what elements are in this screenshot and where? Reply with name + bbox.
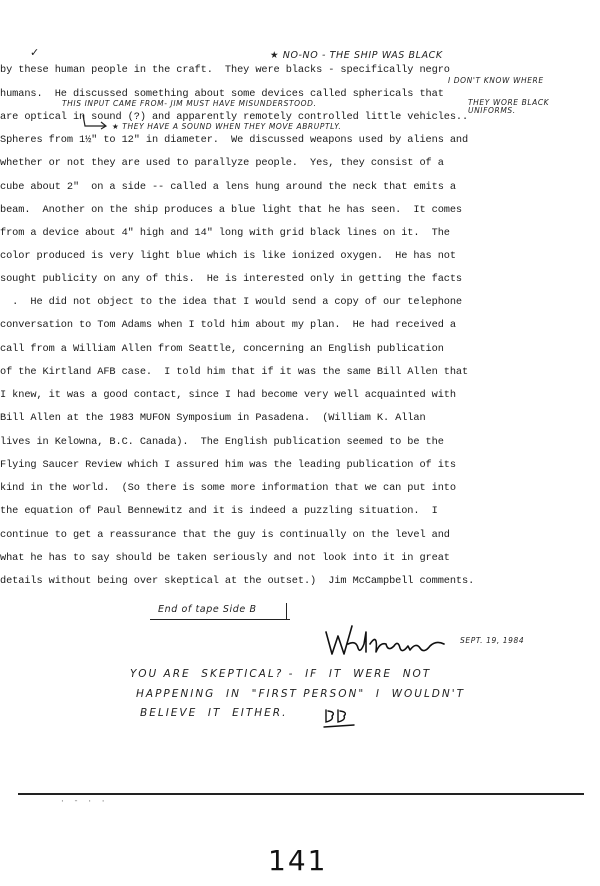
typed-line: of the Kirtland AFB case. I told him that if it was the same Bill Allen that	[0, 366, 469, 378]
typed-line: are optical in sound (?) and apparently remotely controlled little vehicles..	[0, 111, 469, 123]
typed-line: beam. Another on the ship produces a blue light that he has seen. It comes	[0, 204, 463, 216]
annotation-sound: ★ THEY HAVE A SOUND WHEN THEY MOVE ABRUPTLY.	[112, 122, 342, 131]
closing-note-line3: BELIEVE IT EITHER.	[140, 707, 288, 719]
typed-line: by these human people in the craft. They were blacks - specifically negro	[0, 64, 450, 76]
signature	[322, 622, 452, 660]
annotation-wore-uniforms: THEY WORE BLACK UNIFORMS.	[468, 98, 550, 115]
end-of-tape-note: End of tape Side B	[158, 604, 257, 615]
typed-line: sought publicity on any of this. He is interested only in getting the facts	[0, 273, 463, 285]
typed-line: whether or not they are used to parallyze people. Yes, they consist of a	[0, 157, 444, 169]
initials-mark	[322, 706, 356, 730]
typed-line: kind in the world. (So there is some more information that we can put into	[0, 482, 456, 494]
typed-line: from a device about 4" high and 14" long with grid black lines on it. The	[0, 227, 450, 239]
signature-date: SEPT. 19, 1984	[460, 636, 525, 645]
annotation-input-came: THIS INPUT CAME FROM- JIM MUST HAVE MISUNDERSTOOD.	[62, 99, 317, 108]
faint-mark: · - · ·	[60, 797, 108, 806]
typed-line: call from a William Allen from Seattle, concerning an English publication	[0, 343, 444, 355]
typed-line: Bill Allen at the 1983 MUFON Symposium in Pasadena. (William K. Allan	[0, 412, 426, 424]
typed-line: conversation to Tom Adams when I told him about my plan. He had received a	[0, 319, 456, 331]
end-of-tape-bracket	[286, 603, 287, 620]
typed-line: Flying Saucer Review which I assured him was the leading publication of its	[0, 459, 456, 471]
typed-line: details without being over skeptical at the outset.) Jim McCampbell comments.	[0, 575, 475, 587]
typed-line: continue to get a reassurance that the guy is continually on the level and	[0, 529, 450, 541]
typed-line: humans. He discussed something about some devices called sphericals that	[0, 88, 444, 100]
typed-line: Spheres from 1½" to 12" in diameter. We discussed weapons used by aliens and	[0, 134, 469, 146]
page-bottom-rule	[18, 793, 584, 795]
closing-note-line2: HAPPENING IN "FIRST PERSON" I WOULDN'T	[136, 688, 466, 700]
typed-line: the equation of Paul Bennewitz and it is indeed a puzzling situation. I	[0, 505, 438, 517]
margin-check-mark: ✓	[30, 46, 40, 59]
typed-line: . He did not object to the idea that I would send a copy of our telephone	[0, 296, 463, 308]
typed-line: cube about 2" on a side -- called a lens hung around the neck that emits a	[0, 181, 456, 193]
closing-note-line1: YOU ARE SKEPTICAL? - IF IT WERE NOT	[130, 668, 432, 680]
typed-line: I knew, it was a good contact, since I had become very well acquainted with	[0, 389, 456, 401]
typed-line: lives in Kelowna, B.C. Canada). The English publication seemed to be the	[0, 436, 444, 448]
page-number: 141	[268, 844, 328, 877]
typed-line: what he has to say should be taken seriously and not look into it in great	[0, 552, 450, 564]
annotation-dont-know: I DON'T KNOW WHERE	[448, 76, 544, 85]
typed-line: color produced is very light blue which is like ionized oxygen. He has not	[0, 250, 456, 262]
annotation-ship-black: ★ NO-NO - THE SHIP WAS BLACK	[270, 50, 443, 61]
end-of-tape-underline	[150, 619, 290, 620]
